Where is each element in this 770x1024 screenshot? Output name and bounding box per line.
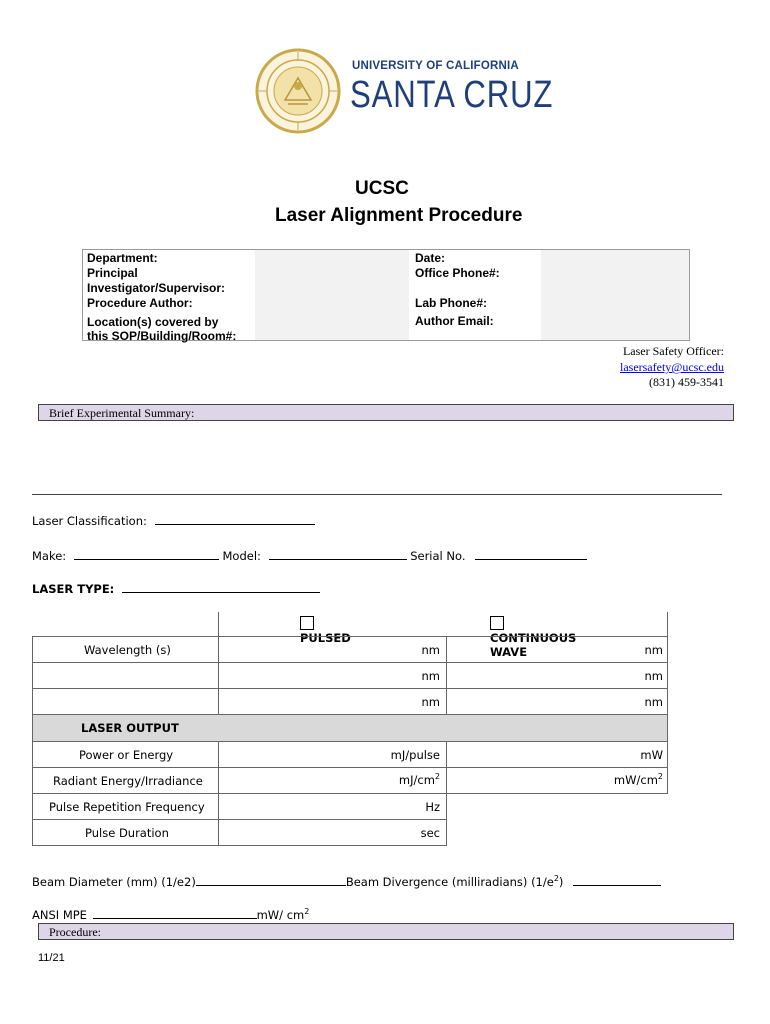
wavelength-pulsed-2[interactable] [218,662,447,689]
summary-divider [32,494,722,495]
safety-officer-phone: (831) 459-3541 [649,375,724,389]
prf-pulsed[interactable] [218,793,447,820]
pulsed-label: PULSED [300,631,351,645]
nm-unit: nm [644,669,663,683]
make-row [32,548,587,563]
serial-input[interactable] [475,548,587,560]
revision-date: 11/21 [38,952,65,964]
duration-label-cell [32,819,219,846]
hz-unit: Hz [425,800,440,814]
mj-pulse-unit: mJ/pulse [390,748,440,762]
lab-phone-label: Lab Phone#: [415,296,488,310]
classification-label: Laser Classification: [32,514,147,528]
power-pulsed[interactable] [218,741,447,768]
office-phone-label: Office Phone#: [415,266,500,280]
wavelength-label: Wavelength (s) [84,643,171,657]
laser-output-header [32,714,668,742]
summary-bar: Brief Experimental Summary: [38,404,734,421]
power-label-cell [32,741,219,768]
mpe-row [32,907,309,922]
radiant-label: Radiant Energy/Irradiance [53,774,203,788]
power-label: Power or Energy [79,748,174,762]
make-input[interactable] [74,548,219,560]
mpe-unit: mW/ $cm^2$ [256,907,310,922]
procedure-author-label: Procedure Author: [87,296,193,310]
wavelength-label-cell-3 [32,688,219,715]
pulsed-checkbox[interactable] [300,616,314,630]
logo-campus-text: SANTA CRUZ [350,74,554,116]
laser-type-label: LASER TYPE: [32,582,115,596]
wavelength-pulsed-3[interactable] [218,688,447,715]
beam-divergence-input[interactable] [573,874,661,886]
model-label: Model: [222,549,261,563]
mw-cm-unit: $mW/cm^2$ [613,772,663,787]
header-divider-left [218,612,219,636]
location-label-2: this SOP/Building/Room#: [87,329,237,343]
prf-label: Pulse Repetition Frequency [49,800,205,814]
wavelength-cw-2[interactable] [446,662,668,689]
laser-type-input[interactable] [122,581,320,593]
info-field-left[interactable] [255,250,409,340]
wavelength-label-cell [32,636,219,663]
university-seal-icon [255,48,341,134]
safety-officer-email-link[interactable]: lasersafety@ucsc.edu [619,360,724,374]
radiant-label-cell [32,767,219,794]
cw-label: CONTINUOUS WAVE [490,631,577,659]
sec-unit: sec [420,826,440,840]
doc-title: Laser Alignment Procedure [275,205,523,226]
model-input[interactable] [269,548,407,560]
mw-unit: mW [640,748,663,762]
info-field-right[interactable] [541,250,689,340]
mpe-label: ANSI MPE [32,908,87,922]
beam-diameter-input[interactable] [196,874,346,886]
wavelength-cw-1[interactable] [446,636,668,663]
mj-cm-unit: $mJ/cm^2$ [398,772,440,787]
wavelength-pulsed-1[interactable] [218,636,447,663]
wavelength-cw-3[interactable] [446,688,668,715]
nm-unit: nm [421,669,440,683]
prf-label-cell [32,793,219,820]
mpe-input[interactable] [93,907,257,919]
beam-diameter-label: Beam Diameter (mm) (1/e2) [32,875,196,889]
radiant-pulsed[interactable] [218,767,447,794]
cw-checkbox[interactable] [490,616,504,630]
info-table [82,249,690,341]
location-label-1: Location(s) covered by [87,315,219,329]
wavelength-label-cell-2 [32,662,219,689]
classification-input[interactable] [155,513,315,525]
nm-unit: nm [644,643,663,657]
laser-type-row [32,581,320,596]
logo-university-text: UNIVERSITY OF CALIFORNIA [352,60,519,72]
department-label: Department: [87,251,158,265]
author-email-label: Author Email: [415,314,494,328]
procedure-bar: Procedure: [38,923,734,940]
laser-output-label: LASER OUTPUT [81,721,179,735]
serial-label: Serial No. [410,549,466,563]
doc-title-ucsc: UCSC [355,178,409,199]
nm-unit: nm [421,643,440,657]
classification-row [32,513,315,528]
duration-pulsed[interactable] [218,819,447,846]
make-label: Make: [32,549,67,563]
date-label: Date: [415,251,446,265]
safety-officer-label: Laser Safety Officer: [622,344,724,358]
principal-label-2: Investigator/Supervisor: [87,281,226,295]
radiant-cw[interactable] [446,767,668,794]
power-cw[interactable] [446,741,668,768]
nm-unit: nm [421,695,440,709]
duration-label: Pulse Duration [85,826,169,840]
header-divider-right [667,612,668,636]
nm-unit: nm [644,695,663,709]
beam-row [32,874,661,889]
principal-label-1: Principal [87,266,138,280]
beam-divergence-label: Beam Divergence (milliradians) $(1/e^2)$ [345,874,564,889]
